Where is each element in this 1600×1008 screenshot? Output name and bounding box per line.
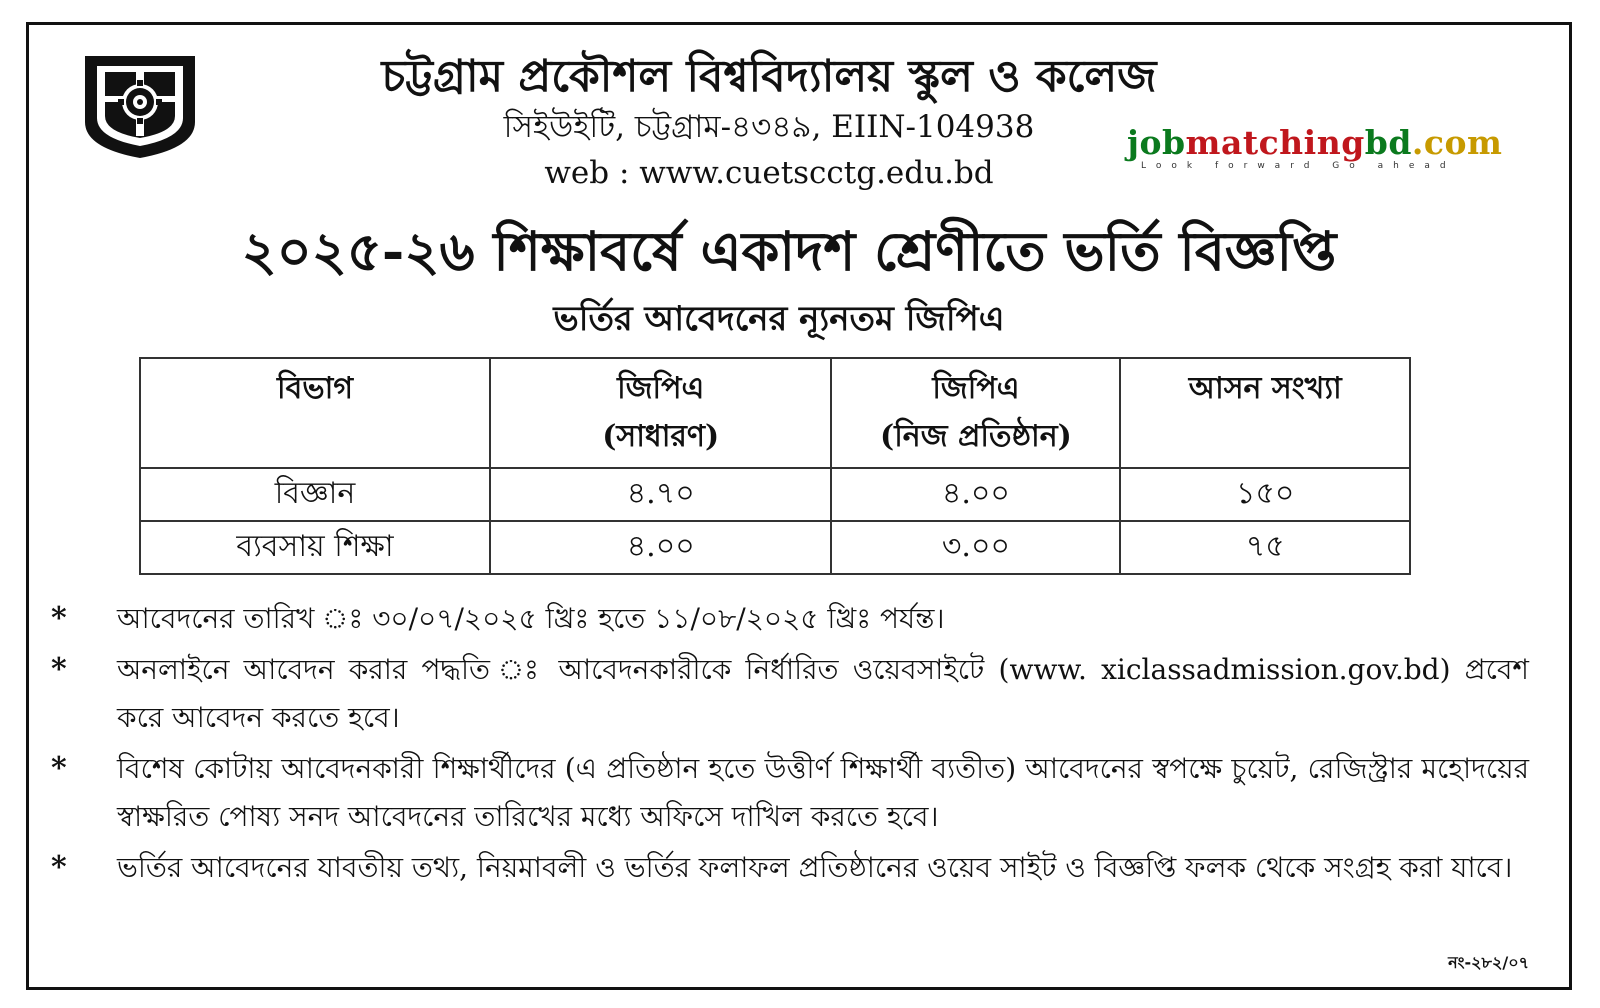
notice-frame: [26, 22, 1572, 990]
watermark-part-bd: bd: [1364, 123, 1412, 162]
note-online-method: [51, 646, 1529, 742]
header-gpa-general: জিপিএ (সাধারণ): [490, 358, 831, 468]
table-cell: ৪.০০: [490, 521, 831, 574]
notice-subtitle: ভর্তির আবেদনের ন্যূনতম জিপিএ: [553, 299, 1005, 339]
table-cell: ৭৫: [1120, 521, 1410, 574]
watermark: [1127, 123, 1507, 171]
table-cell: ৪.০০: [831, 468, 1120, 521]
note-marker: *: [51, 850, 67, 885]
notice-title: ২০২৫-২৬ শিক্ষাবর্ষে একাদশ শ্রেণীতে ভর্তি বিজ্ঞপ্তি: [241, 219, 1337, 283]
school-name: চট্টগ্রাম প্রকৌশল বিশ্ববিদ্যালয় স্কুল ও কলেজ: [381, 51, 1157, 102]
watermark-part-job: job: [1127, 123, 1186, 162]
school-website: web : www.cuetscctg.edu.bd: [544, 155, 994, 191]
school-address: সিইউইটি, চট্টগ্রাম-৪৩৪৯, EIIN-104938: [503, 109, 1035, 145]
header-department: বিভাগ: [140, 358, 490, 468]
notes-list: [51, 595, 1529, 895]
note-text: বিশেষ কোটায় আবেদনকারী শিক্ষার্থীদের (এ প্রতিষ্ঠান হতে উত্তীর্ণ শিক্ষার্থী ব্যতীত) আবেদনের স্বপক্ষে চুয়েট, রেজিস্ট্রার মহোদয়ের স্বাক্ষরিত পোষ্য সনদ আবেদনের তারিখের মধ্যে অফিসে দাখিল করতে হবে।: [117, 752, 1529, 833]
table-header-row: [140, 358, 1410, 468]
note-marker: *: [51, 601, 67, 636]
note-information: [51, 844, 1529, 892]
gpa-table: [139, 357, 1411, 575]
header-gpa-own-institution: জিপিএ (নিজ প্রতিষ্ঠান): [831, 358, 1120, 468]
note-text: আবেদনের তারিখ ঃ ৩০/০৭/২০২৫ খ্রিঃ হতে ১১/০৮/২০২৫ খ্রিঃ পর্যন্ত।: [117, 602, 945, 635]
header-seat-count: আসন সংখ্যা: [1120, 358, 1410, 468]
note-marker: *: [51, 652, 67, 687]
note-text: ভর্তির আবেদনের যাবতীয় তথ্য, নিয়মাবলী ও ভর্তির ফলাফল প্রতিষ্ঠানের ওয়েব সাইট ও বিজ্ঞপ্তি ফলক থেকে সংগ্রহ করা যাবে।: [117, 851, 1513, 884]
gear-emblem-icon: [81, 52, 199, 160]
table-row: [140, 521, 1410, 574]
table-cell: ৩.০০: [831, 521, 1120, 574]
table-cell: বিজ্ঞান: [140, 468, 490, 521]
note-text: অনলাইনে আবেদন করার পদ্ধতি ঃ আবেদনকারীকে নির্ধারিত ওয়েবসাইটে (www. xiclassadmission.gov.bd) প্রবেশ করে আবেদন করতে হবে।: [117, 653, 1529, 734]
table-cell: ব্যবসায় শিক্ষা: [140, 521, 490, 574]
table-cell: ৪.৭০: [490, 468, 831, 521]
watermark-tagline: Look forward Go ahead: [1141, 161, 1456, 171]
watermark-part-com: .com: [1411, 123, 1503, 162]
note-application-date: [51, 595, 1529, 643]
note-special-quota: [51, 745, 1529, 841]
watermark-part-matching: matching: [1185, 123, 1365, 162]
table-row: [140, 468, 1410, 521]
reference-number: নং-২৮২/০৭: [1448, 953, 1529, 972]
note-marker: *: [51, 751, 67, 786]
table-cell: ১৫০: [1120, 468, 1410, 521]
